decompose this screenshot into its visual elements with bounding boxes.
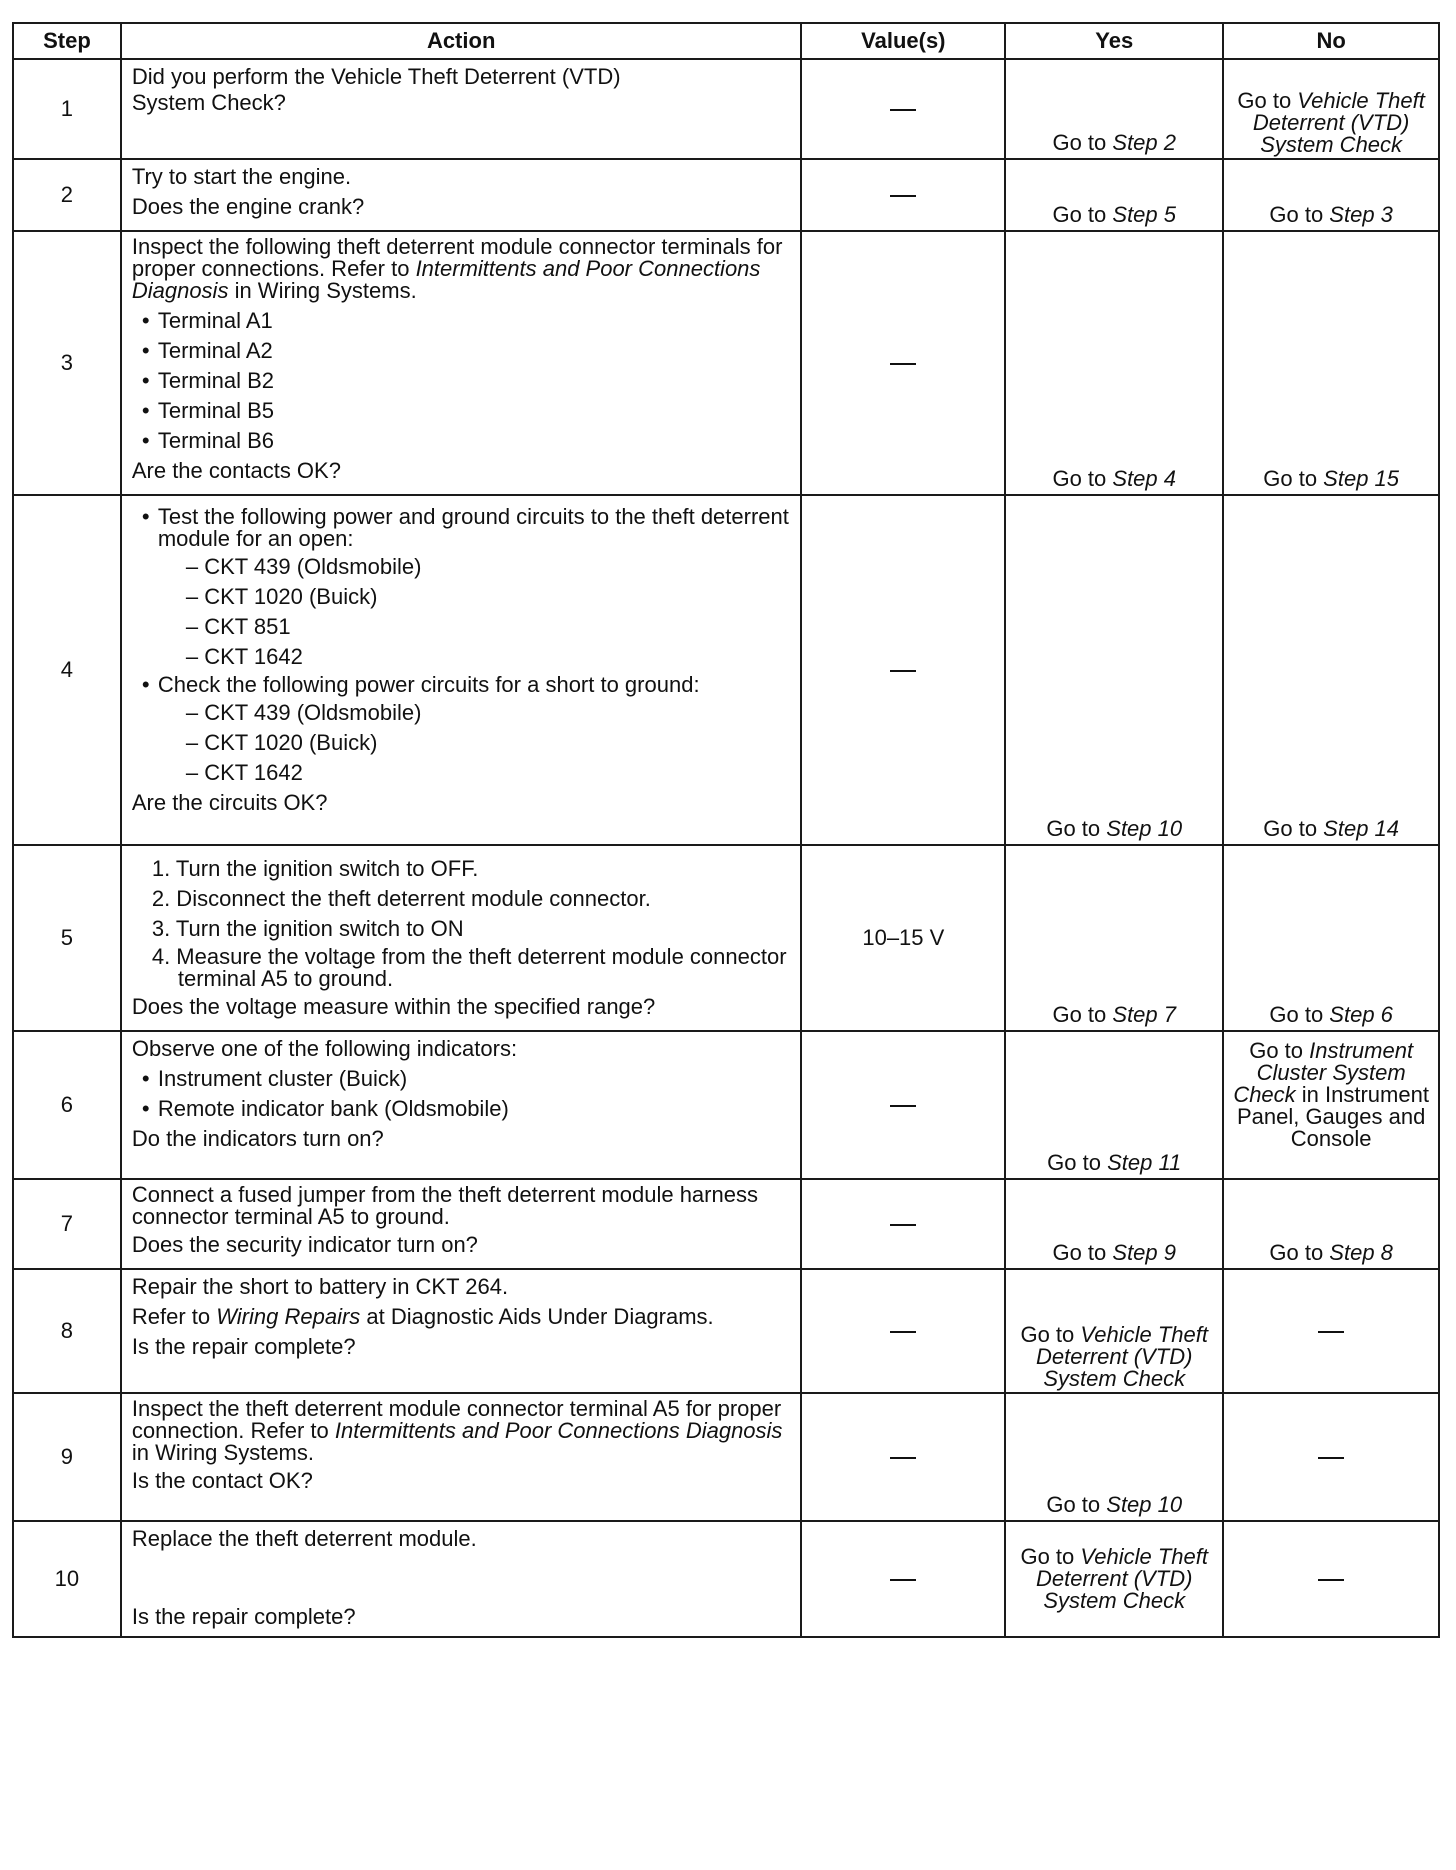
goto-link[interactable]: Step 7 <box>1112 1002 1176 1027</box>
goto-link[interactable]: Step 2 <box>1112 130 1176 155</box>
numbered-item: 4. Measure the voltage from the theft deterrent module connector terminal A5 to ground. <box>151 944 787 991</box>
value-cell <box>801 159 1005 231</box>
reference-link[interactable]: Intermittents and Poor Connections Diagnosis <box>131 256 761 303</box>
action-question: Is the contact OK? <box>131 1468 313 1493</box>
yes-cell: Go to Vehicle Theft Deterrent (VTD) System Check <box>1005 1269 1223 1393</box>
step-number: 3 <box>13 231 121 495</box>
no-cell: Go to Step 8 <box>1223 1179 1439 1269</box>
action-question: Does the voltage measure within the specified range? <box>131 994 656 1019</box>
action-question: Do the indicators turn on? <box>131 1126 384 1151</box>
action-text: Refer to Wiring Repairs at Diagnostic Aids Under Diagrams. <box>131 1304 714 1329</box>
reference-link[interactable]: Intermittents and Poor Connections Diagnosis <box>334 1418 783 1443</box>
sub-item: – CKT 439 (Oldsmobile) <box>185 554 422 579</box>
table-row <box>13 1269 1439 1393</box>
goto-link[interactable]: Step 5 <box>1112 202 1176 227</box>
goto-link[interactable]: Step 9 <box>1112 1240 1176 1265</box>
dash-mark <box>890 1579 916 1581</box>
yes-cell: Go to Step 10 <box>1005 1393 1223 1521</box>
header-step: Step <box>13 23 121 59</box>
action-question: Are the circuits OK? <box>131 790 328 815</box>
action-text: Try to start the engine. <box>131 164 352 189</box>
no-cell <box>1223 1521 1439 1637</box>
step-number: 9 <box>13 1393 121 1521</box>
sub-item: – CKT 1020 (Buick) <box>185 730 378 755</box>
table-row <box>13 1179 1439 1269</box>
sub-item: – CKT 1020 (Buick) <box>185 584 378 609</box>
header-yes: Yes <box>1005 23 1223 59</box>
goto-link[interactable]: Step 3 <box>1329 202 1393 227</box>
table-row <box>13 1393 1439 1521</box>
table-row <box>13 495 1439 845</box>
header-no: No <box>1223 23 1439 59</box>
yes-cell: Go to Step 4 <box>1005 231 1223 495</box>
sub-item: – CKT 851 <box>185 614 291 639</box>
yes-cell: Go to Step 7 <box>1005 845 1223 1031</box>
action-text: Connect a fused jumper from the theft deterrent module harness connector terminal A5 to ground. <box>131 1182 758 1229</box>
step-number: 2 <box>13 159 121 231</box>
list-item: • Instrument cluster (Buick) <box>132 1066 795 1092</box>
dash-mark <box>890 363 916 365</box>
step-number: 6 <box>13 1031 121 1179</box>
list-item: • Terminal B5 <box>132 398 795 424</box>
yes-cell: Go to Step 9 <box>1005 1179 1223 1269</box>
no-cell <box>1223 1393 1439 1521</box>
list-item: • Terminal A2 <box>132 338 795 364</box>
dash-mark <box>1318 1579 1344 1581</box>
no-cell: Go to Step 3 <box>1223 159 1439 231</box>
value-cell <box>801 1393 1005 1521</box>
action-text: Inspect the theft deterrent module connector terminal A5 for proper connection. Refer to Intermittents and Poor Connections Diagnosis in Wiring Systems. <box>131 1396 783 1465</box>
action-question: Is the repair complete? <box>131 1334 356 1359</box>
no-cell: Go to Step 15 <box>1223 231 1439 495</box>
header-values: Value(s) <box>801 23 1005 59</box>
value-cell: 10–15 V <box>801 845 1005 1031</box>
no-cell: Go to Step 6 <box>1223 845 1439 1031</box>
step-number: 5 <box>13 845 121 1031</box>
no-cell: Go to Instrument Cluster System Check in Instrument Panel, Gauges and Console <box>1223 1031 1439 1179</box>
action-cell <box>121 1031 802 1179</box>
action-cell <box>121 1179 802 1269</box>
no-cell <box>1223 1269 1439 1393</box>
table-row <box>13 1031 1439 1179</box>
table-row <box>13 845 1439 1031</box>
action-text: Replace the theft deterrent module. <box>131 1526 477 1551</box>
value-cell <box>801 1521 1005 1637</box>
table-row <box>13 231 1439 495</box>
goto-link[interactable]: Step 14 <box>1323 816 1400 841</box>
sub-item: – CKT 439 (Oldsmobile) <box>185 700 422 725</box>
dash-mark <box>890 1224 916 1226</box>
action-cell <box>121 845 802 1031</box>
step-number: 7 <box>13 1179 121 1269</box>
action-cell <box>121 159 802 231</box>
list-item: • Terminal B6 <box>132 428 795 454</box>
action-text: Repair the short to battery in CKT 264. <box>131 1274 509 1299</box>
value-cell <box>801 1031 1005 1179</box>
numbered-item: 2. Disconnect the theft deterrent module connector. <box>151 886 651 911</box>
header-row <box>13 23 1439 59</box>
value-cell <box>801 495 1005 845</box>
sub-item: – CKT 1642 <box>185 760 303 785</box>
dash-mark <box>890 195 916 197</box>
no-cell: Go to Step 14 <box>1223 495 1439 845</box>
list-item: • Remote indicator bank (Oldsmobile) <box>132 1096 795 1122</box>
table-row <box>13 159 1439 231</box>
action-cell <box>121 1393 802 1521</box>
goto-link[interactable]: Step 11 <box>1107 1150 1182 1175</box>
action-question: Does the security indicator turn on? <box>131 1232 478 1257</box>
list-item: • Test the following power and ground circuits to the theft deterrent module for an open: <box>132 506 795 550</box>
step-number: 10 <box>13 1521 121 1637</box>
goto-link[interactable]: Step 6 <box>1329 1002 1393 1027</box>
dash-mark <box>890 109 916 111</box>
value-cell <box>801 1179 1005 1269</box>
dash-mark <box>890 1457 916 1459</box>
sub-item: – CKT 1642 <box>185 644 303 669</box>
dash-mark <box>890 670 916 672</box>
step-number: 8 <box>13 1269 121 1393</box>
table-row <box>13 1521 1439 1637</box>
action-cell <box>121 1269 802 1393</box>
action-cell <box>121 59 802 159</box>
value-cell <box>801 59 1005 159</box>
goto-link[interactable]: Step 4 <box>1112 466 1176 491</box>
goto-link[interactable]: Vehicle Theft Deterrent (VTD) System Check <box>1035 1322 1208 1391</box>
action-text: Did you perform the Vehicle Theft Deterrent (VTD) System Check? <box>131 64 621 115</box>
diagnostic-table <box>12 22 1440 1638</box>
action-question: Are the contacts OK? <box>131 458 341 483</box>
goto-link[interactable]: Step 10 <box>1106 1492 1183 1517</box>
dash-mark <box>890 1331 916 1333</box>
list-item: • Terminal B2 <box>132 368 795 394</box>
action-text: Observe one of the following indicators: <box>131 1036 518 1061</box>
goto-link[interactable]: Step 15 <box>1323 466 1400 491</box>
value-cell <box>801 1269 1005 1393</box>
dash-mark <box>1318 1331 1344 1333</box>
goto-link[interactable]: Step 8 <box>1329 1240 1393 1265</box>
goto-link[interactable]: Step 10 <box>1106 816 1183 841</box>
action-cell <box>121 495 802 845</box>
goto-link[interactable]: Instrument Cluster System Check <box>1233 1038 1414 1107</box>
list-item: • Check the following power circuits for a short to ground: <box>132 674 795 696</box>
step-number: 1 <box>13 59 121 159</box>
goto-link[interactable]: Vehicle Theft Deterrent (VTD) System Check <box>1035 1544 1208 1613</box>
yes-cell: Go to Step 11 <box>1005 1031 1223 1179</box>
value-cell <box>801 231 1005 495</box>
list-item: • Terminal A1 <box>132 308 795 334</box>
reference-link[interactable]: Wiring Repairs <box>216 1304 361 1329</box>
goto-link[interactable]: Vehicle Theft Deterrent (VTD) System Check <box>1252 88 1425 157</box>
header-action: Action <box>121 23 802 59</box>
action-text: Inspect the following theft deterrent module connector terminals for proper connections. Refer to Intermittents and Poor Connections Diagnosis in Wiring Systems. <box>131 234 783 303</box>
action-cell <box>121 1521 802 1637</box>
dash-mark <box>890 1105 916 1107</box>
step-number: 4 <box>13 495 121 845</box>
numbered-item: 3. Turn the ignition switch to ON <box>151 916 464 941</box>
yes-cell: Go to Vehicle Theft Deterrent (VTD) System Check <box>1005 1521 1223 1637</box>
yes-cell: Go to Step 10 <box>1005 495 1223 845</box>
action-cell <box>121 231 802 495</box>
dash-mark <box>1318 1457 1344 1459</box>
numbered-item: 1. Turn the ignition switch to OFF. <box>151 856 479 881</box>
no-cell: Go to Vehicle Theft Deterrent (VTD) System Check <box>1223 59 1439 159</box>
table-row <box>13 59 1439 159</box>
action-question: Is the repair complete? <box>131 1604 356 1629</box>
yes-cell: Go to Step 5 <box>1005 159 1223 231</box>
action-question: Does the engine crank? <box>131 194 365 219</box>
yes-cell: Go to Step 2 <box>1005 59 1223 159</box>
